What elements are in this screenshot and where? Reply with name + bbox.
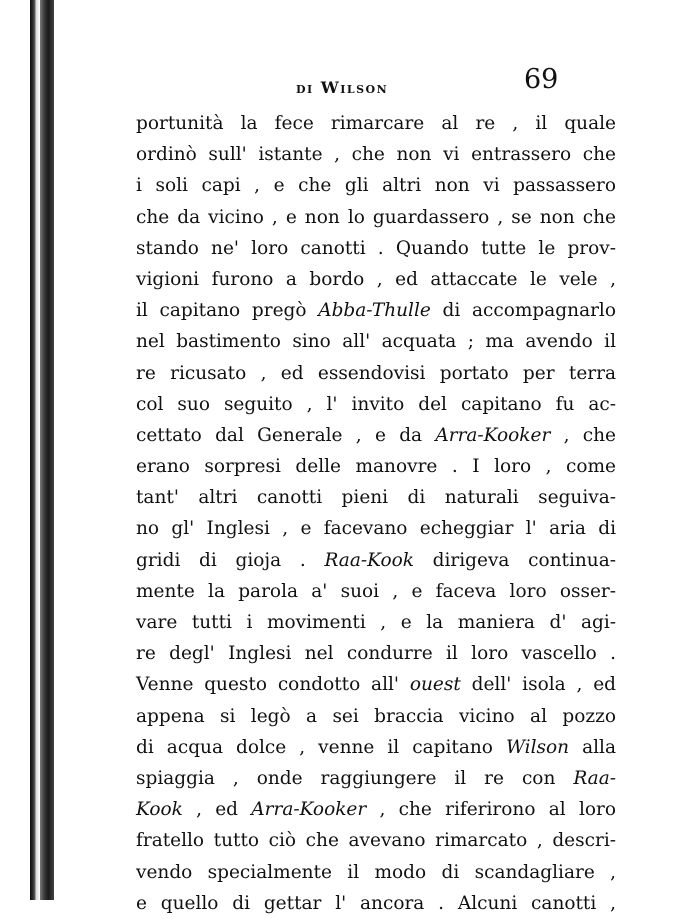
text-run: dirigeva continua- bbox=[413, 549, 616, 571]
text-line bbox=[136, 451, 616, 482]
text-line bbox=[136, 888, 616, 919]
text-line bbox=[136, 825, 616, 856]
text-run: , ed bbox=[182, 799, 252, 821]
text-run: fratello tutto ciò che avevano rimarcato , descri- bbox=[136, 830, 616, 852]
body-text bbox=[136, 108, 616, 919]
text-run: il capitano pregò bbox=[136, 300, 319, 322]
text-run: e quello di gettar l' ancora . Alcuni canotti , bbox=[136, 892, 616, 914]
text-line bbox=[136, 482, 616, 513]
page-number: 69 bbox=[524, 64, 559, 95]
text-run: i soli capi , e che gli altri non vi passassero bbox=[136, 175, 616, 197]
text-run: erano sorpresi delle manovre . I loro , come bbox=[136, 456, 616, 478]
text-run: portunità la fece rimarcare al re , il quale bbox=[136, 113, 616, 134]
text-line bbox=[136, 389, 616, 420]
text-run: , che bbox=[550, 424, 616, 446]
text-line bbox=[136, 108, 616, 139]
text-line bbox=[136, 295, 616, 326]
text-line bbox=[136, 607, 616, 638]
text-line bbox=[136, 326, 616, 357]
text-run: , che riferirono al loro bbox=[366, 799, 616, 821]
italic-name: Abba-Thulle bbox=[318, 300, 431, 322]
text-run: stando ne' loro canotti . Quando tutte le prov- bbox=[136, 237, 616, 259]
text-run: col suo seguito , l' invito del capitano fu ac- bbox=[136, 393, 616, 415]
text-line bbox=[136, 420, 616, 451]
running-title: di Wilson bbox=[296, 78, 389, 97]
text-line bbox=[136, 202, 616, 233]
text-line bbox=[136, 264, 616, 295]
text-run: vigioni furono a bordo , ed attaccate le vele , bbox=[136, 268, 616, 290]
italic-name: Raa-Kook bbox=[324, 549, 414, 571]
text-line bbox=[136, 139, 616, 170]
text-run: spiaggia , onde raggiungere il re con bbox=[136, 767, 574, 789]
italic-word: ouest bbox=[409, 674, 461, 696]
text-run: mente la parola a' suoi , e faceva loro osser- bbox=[136, 580, 616, 602]
text-run: tant' altri canotti pieni di naturali seguiva- bbox=[136, 487, 616, 509]
text-run: vendo specialmente il modo di scandagliare , bbox=[136, 861, 616, 883]
text-line bbox=[136, 701, 616, 732]
text-run: gridi di gioja . bbox=[136, 549, 325, 571]
text-run: dell' isola , ed bbox=[460, 674, 616, 696]
binding-strip bbox=[40, 0, 54, 900]
text-line bbox=[136, 794, 616, 825]
text-run: nel bastimento sino all' acquata ; ma avendo il bbox=[136, 331, 616, 353]
italic-name: Wilson bbox=[505, 736, 570, 758]
text-line bbox=[136, 638, 616, 669]
text-run: vare tutti i movimenti , e la maniera d' agi- bbox=[136, 612, 616, 633]
text-run: re ricusato , ed essendovisi portato per terra bbox=[136, 362, 616, 384]
italic-name: Arra-Kooker bbox=[251, 799, 367, 821]
text-run: di accompagnarlo bbox=[430, 300, 616, 322]
text-line bbox=[136, 513, 616, 544]
italic-name: Kook bbox=[136, 799, 183, 821]
text-run: re degl' Inglesi nel condurre il loro vascello . bbox=[136, 643, 616, 665]
text-run: ordinò sull' istante , che non vi entrassero che bbox=[136, 144, 616, 166]
italic-name: Raa- bbox=[573, 767, 616, 789]
text-run: no gl' Inglesi , e facevano echeggiar l' aria di bbox=[136, 518, 616, 540]
text-run: di acqua dolce , venne il capitano bbox=[136, 736, 506, 758]
text-line bbox=[136, 576, 616, 607]
page-header bbox=[54, 62, 677, 102]
text-run: appena si legò a sei braccia vicino al pozzo bbox=[136, 705, 616, 727]
italic-name: Arra-Kooker bbox=[435, 424, 551, 446]
text-line bbox=[136, 669, 616, 700]
text-run: cettato dal Generale , e da bbox=[136, 424, 436, 446]
text-line bbox=[136, 233, 616, 264]
text-line bbox=[136, 545, 616, 576]
book-page bbox=[54, 0, 677, 914]
text-run: Venne questo condotto all' bbox=[136, 674, 410, 696]
text-run: che da vicino , e non lo guardassero , se non che bbox=[136, 206, 616, 228]
text-line bbox=[136, 170, 616, 201]
text-line bbox=[136, 857, 616, 888]
text-line bbox=[136, 732, 616, 763]
text-line bbox=[136, 763, 616, 794]
text-line bbox=[136, 358, 616, 389]
text-run: alla bbox=[569, 736, 616, 758]
